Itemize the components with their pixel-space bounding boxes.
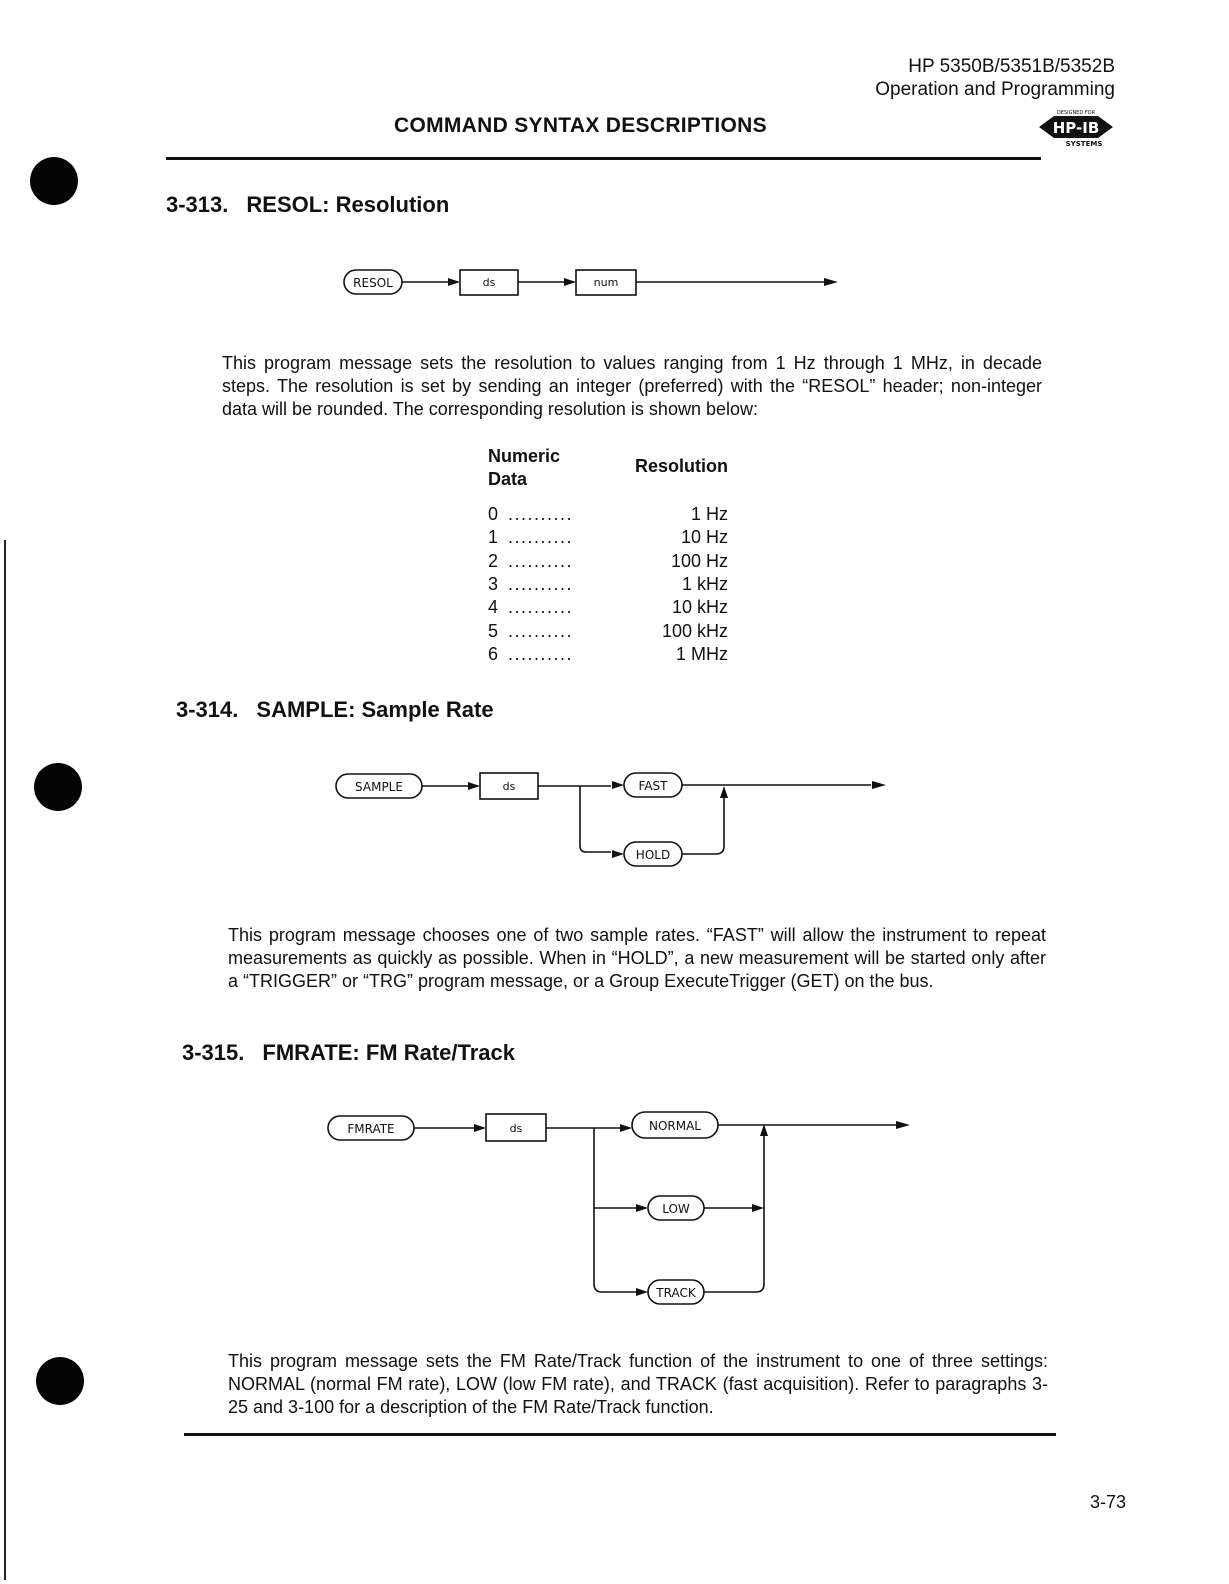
leader-dots: .......... <box>508 597 574 618</box>
fmrate-ds-label: ds <box>509 1122 523 1135</box>
section-3-313-paragraph <box>222 352 1042 421</box>
table-header-numeric: Numeric <box>488 446 561 466</box>
section-number: 3-313. <box>166 192 229 217</box>
section-number: 3-314. <box>176 697 239 722</box>
resolution-cell: 1 Hz <box>690 504 728 524</box>
section-title: FMRATE: FM Rate/Track <box>262 1040 516 1065</box>
numeric-data-cell: 6 <box>488 643 499 664</box>
table-row <box>488 527 728 550</box>
manual-subtitle: Operation and Programming <box>875 79 1115 100</box>
resol-syntax-diagram <box>330 260 850 305</box>
fmrate-node-label: FMRATE <box>347 1122 395 1136</box>
section-number: 3-315. <box>182 1040 245 1065</box>
resolution-cell: 1 kHz <box>681 573 728 594</box>
resolution-cell: 100 kHz <box>661 620 728 641</box>
section-3-315-heading <box>182 1040 515 1066</box>
resolution-cell: 1 MHz <box>675 643 728 664</box>
page-title: COMMAND SYNTAX DESCRIPTIONS <box>394 114 767 137</box>
resolution-cell: 10 Hz <box>680 527 728 548</box>
hpib-logo <box>1036 106 1116 150</box>
section-3-313-heading <box>166 192 449 218</box>
page-number: 3-73 <box>1090 1492 1127 1512</box>
table-row <box>488 644 728 667</box>
sample-syntax-diagram <box>326 764 896 876</box>
leader-dots: .......... <box>508 550 574 571</box>
numeric-data-cell: 1 <box>488 527 499 548</box>
footer-rule <box>184 1433 1056 1436</box>
header-rule <box>166 157 1041 160</box>
resolution-cell: 10 kHz <box>671 597 728 618</box>
paragraph-text: This program message sets the FM Rate/Track function of the instrument to one of three settings: NORMAL (normal FM rate), LOW (low FM rate), and TRACK (fast acquisition). Refer to paragraphs 3-25 and 3-100 for a description of the FM Rate/Track function. <box>228 1351 1048 1417</box>
hpib-logo-bottom-text: SYSTEMS <box>1065 140 1103 148</box>
leader-dots: .......... <box>508 643 574 664</box>
binder-hole-top <box>30 157 78 205</box>
section-title: RESOL: Resolution <box>246 192 450 217</box>
resol-node-label: RESOL <box>353 276 393 290</box>
binder-hole-bottom <box>36 1357 84 1405</box>
table-row <box>488 551 728 574</box>
hpib-logo-main-text: HP-IB <box>1052 119 1100 137</box>
section-3-314-heading <box>176 697 494 723</box>
leader-dots: .......... <box>508 573 574 594</box>
sample-node-label: SAMPLE <box>355 780 403 794</box>
low-label: LOW <box>662 1202 690 1216</box>
table-row <box>488 504 728 527</box>
manual-model: HP 5350B/5351B/5352B <box>908 56 1115 77</box>
table-header-data: Data <box>488 469 528 489</box>
track-label: TRACK <box>656 1286 696 1300</box>
scan-edge <box>4 540 6 1580</box>
section-3-314-paragraph <box>228 924 1046 993</box>
numeric-data-cell: 0 <box>488 504 499 524</box>
numeric-data-cell: 5 <box>488 620 499 641</box>
resolution-cell: 100 Hz <box>670 550 728 571</box>
resolution-table <box>488 446 728 676</box>
binder-hole-middle <box>34 763 82 811</box>
resol-ds-label: ds <box>482 276 496 289</box>
normal-label: NORMAL <box>648 1119 702 1133</box>
table-row <box>488 597 728 620</box>
table-header-resolution: Resolution <box>635 456 728 476</box>
paragraph-text: This program message chooses one of two sample rates. “FAST” will allow the instrument to repeat measurements as quickly as possible. When in “HOLD”, a new measurement will be started only after a “TRIGGER” or “TRG” program message, or a Group ExecuteTrigger (GET) on the bus. <box>228 925 1046 991</box>
leader-dots: .......... <box>508 620 574 641</box>
hpib-logo-top-text: DESIGNED FOR <box>1056 110 1096 116</box>
table-row <box>488 621 728 644</box>
section-3-315-paragraph <box>228 1350 1048 1419</box>
numeric-data-cell: 3 <box>488 573 499 594</box>
sample-ds-label: ds <box>502 780 516 793</box>
numeric-data-cell: 4 <box>488 597 499 618</box>
table-row <box>488 574 728 597</box>
fmrate-syntax-diagram <box>320 1104 920 1309</box>
paragraph-text: This program message sets the resolution to values ranging from 1 Hz through 1 MHz, in decade steps. The resolution is set by sending an integer (preferred) with the “RESOL” header; non-integer data will be rounded. The corresponding resolution is shown below: <box>222 353 1042 419</box>
section-title: SAMPLE: Sample Rate <box>256 697 494 722</box>
numeric-data-cell: 2 <box>488 550 499 571</box>
leader-dots: .......... <box>508 527 574 548</box>
leader-dots: .......... <box>508 504 574 524</box>
fast-label: FAST <box>638 779 668 793</box>
hold-label: HOLD <box>635 848 671 862</box>
resol-num-label: num <box>593 276 619 289</box>
